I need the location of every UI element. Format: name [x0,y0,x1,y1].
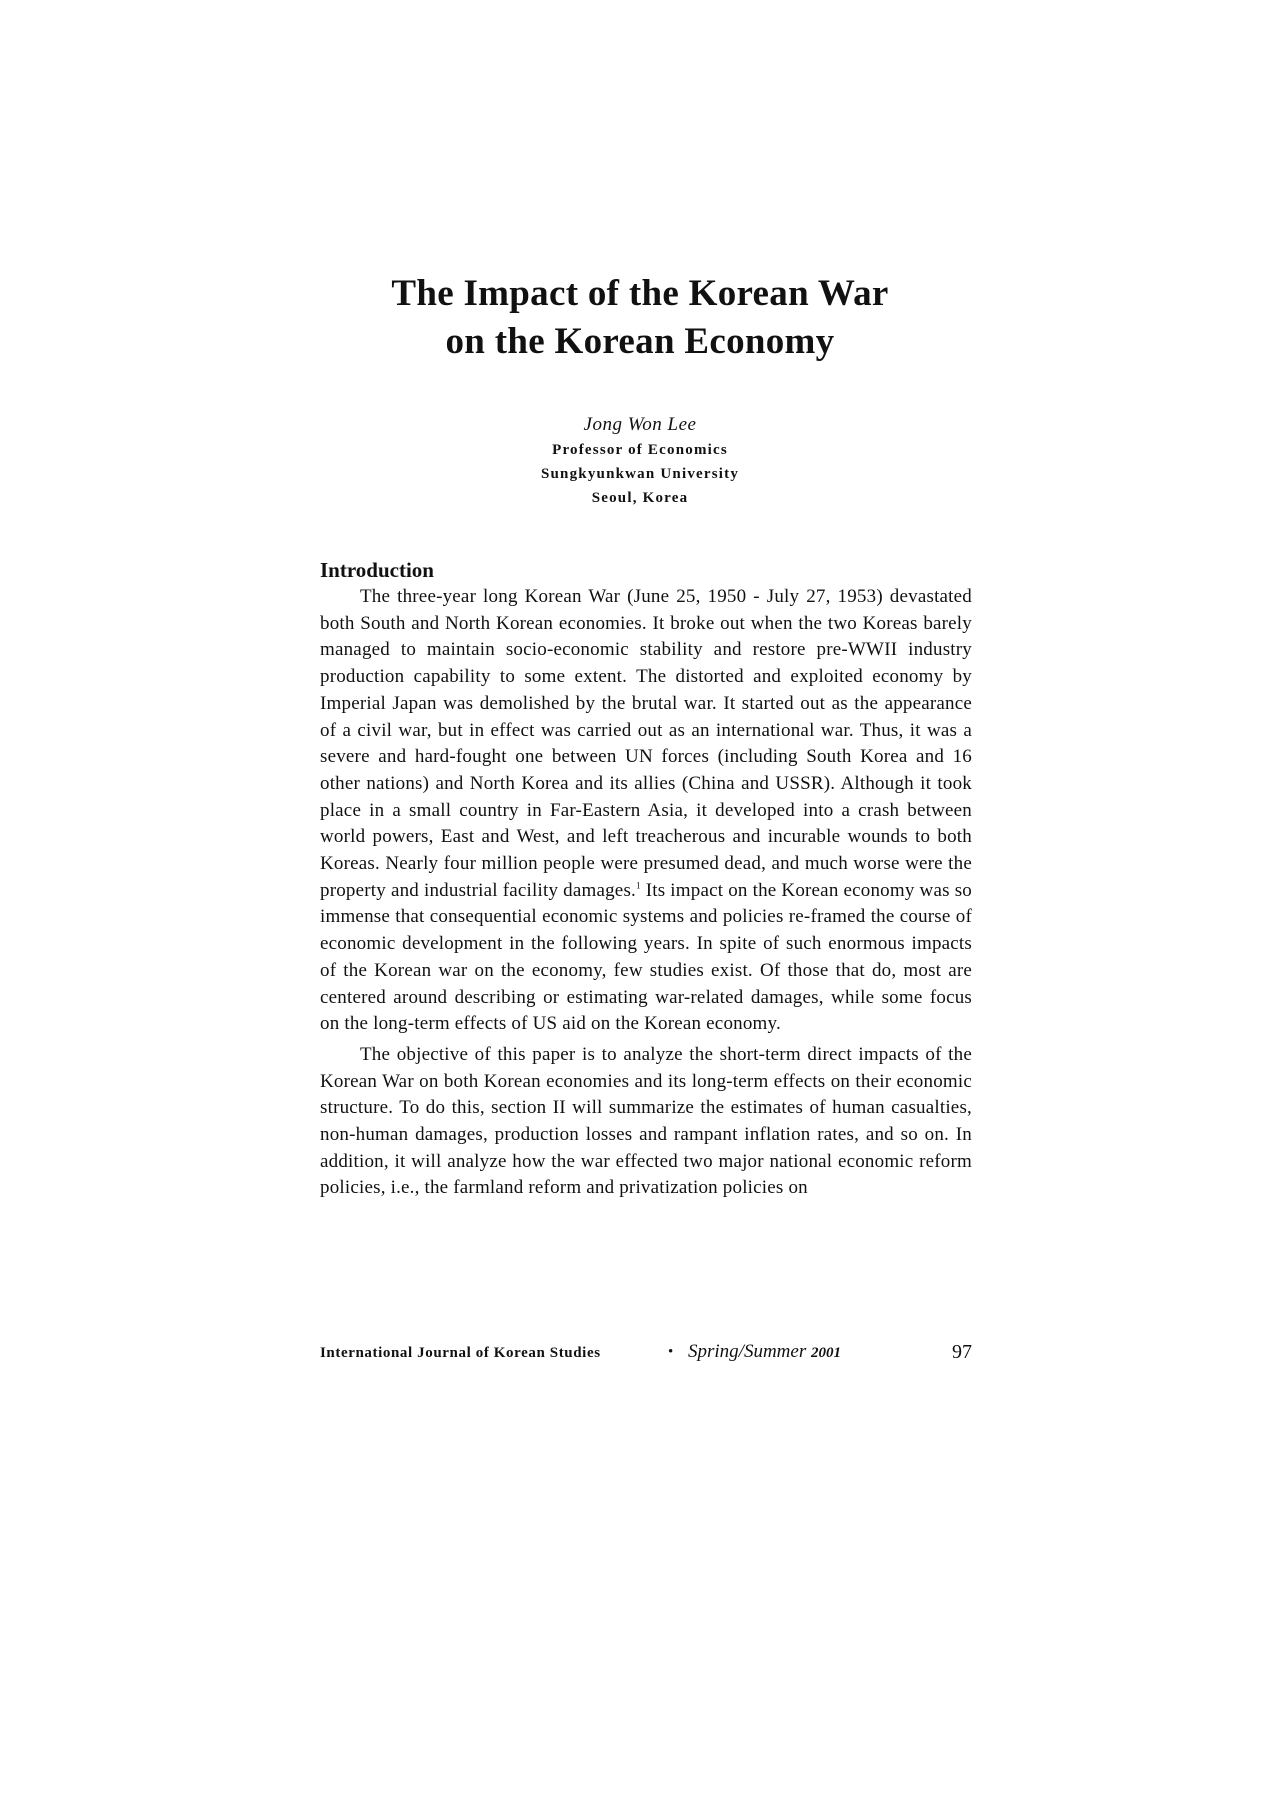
paragraph-2: The objective of this paper is to analyze the short-term direct impacts of the Korean War on both Korean economies and its long-term effects on their economic structure. To do this, section II will summarize the estimates of human casualties, non-human damages, production losses and rampant inflation rates, and so on. In addition, it will analyze how the war effected two major national economic reform policies, i.e., the farmland reform and privatization policies on [320,1043,972,1199]
article-title [0,270,1280,366]
journal-name: International Journal of Korean Studies [320,1345,601,1361]
page-footer [320,1341,972,1369]
author-position: Professor of Economics [552,442,728,458]
journal-issue [688,1341,841,1363]
article-body [320,556,972,1202]
issue-year: 2001 [810,1345,841,1361]
article-title-line-1: The Impact of the Korean War [391,273,889,314]
article-title-line-2: on the Korean Economy [445,321,835,362]
page-number: 97 [952,1341,972,1363]
section-heading: Introduction [320,558,434,582]
author-block [0,412,1280,510]
author-university: Sungkyunkwan University [540,466,740,482]
footer-bullet: • [668,1344,674,1360]
paragraph-1-text-b: Its impact on the Korean economy was so immense that consequential economic systems and policies re-framed the course of economic development in the following years. In spite of such enormous impacts of the Korean war on the economy, few studies exist. Of those that do, most are centered around describing or estimating war-related damages, while some focus on the long-term effects of US aid on the Korean economy. [320,879,972,1035]
author-location: Seoul, Korea [591,490,689,506]
issue-season: Spring/Summer [688,1341,807,1362]
paragraph-1-text-a: The three-year long Korean War (June 25, 1950 - July 27, 1953) devastated both South and North Korean economies. It broke out when the two Koreas barely managed to maintain socio-economic stability and restore pre-WWII industry production capability to some extent. The distorted and exploited economy by Imperial Japan was demolished by the brutal war. It started out as the appearance of a civil war, but in effect was carried out as an international war. Thus, it was a severe and hard-fought one between UN forces (including South Korea and 16 other nations) and North Korea and its allies (China and USSR). Although it took place in a small country in Far-Eastern Asia, it developed into a crash between world powers, East and West, and left treacherous and incurable wounds to both Koreas. Nearly four million people were presumed dead, and much worse were the property and industrial facility damages. [320,586,972,901]
paragraph-1 [320,584,972,1038]
author-name: Jong Won Lee [583,414,697,435]
footnote-reference[interactable]: 1 [636,880,641,891]
